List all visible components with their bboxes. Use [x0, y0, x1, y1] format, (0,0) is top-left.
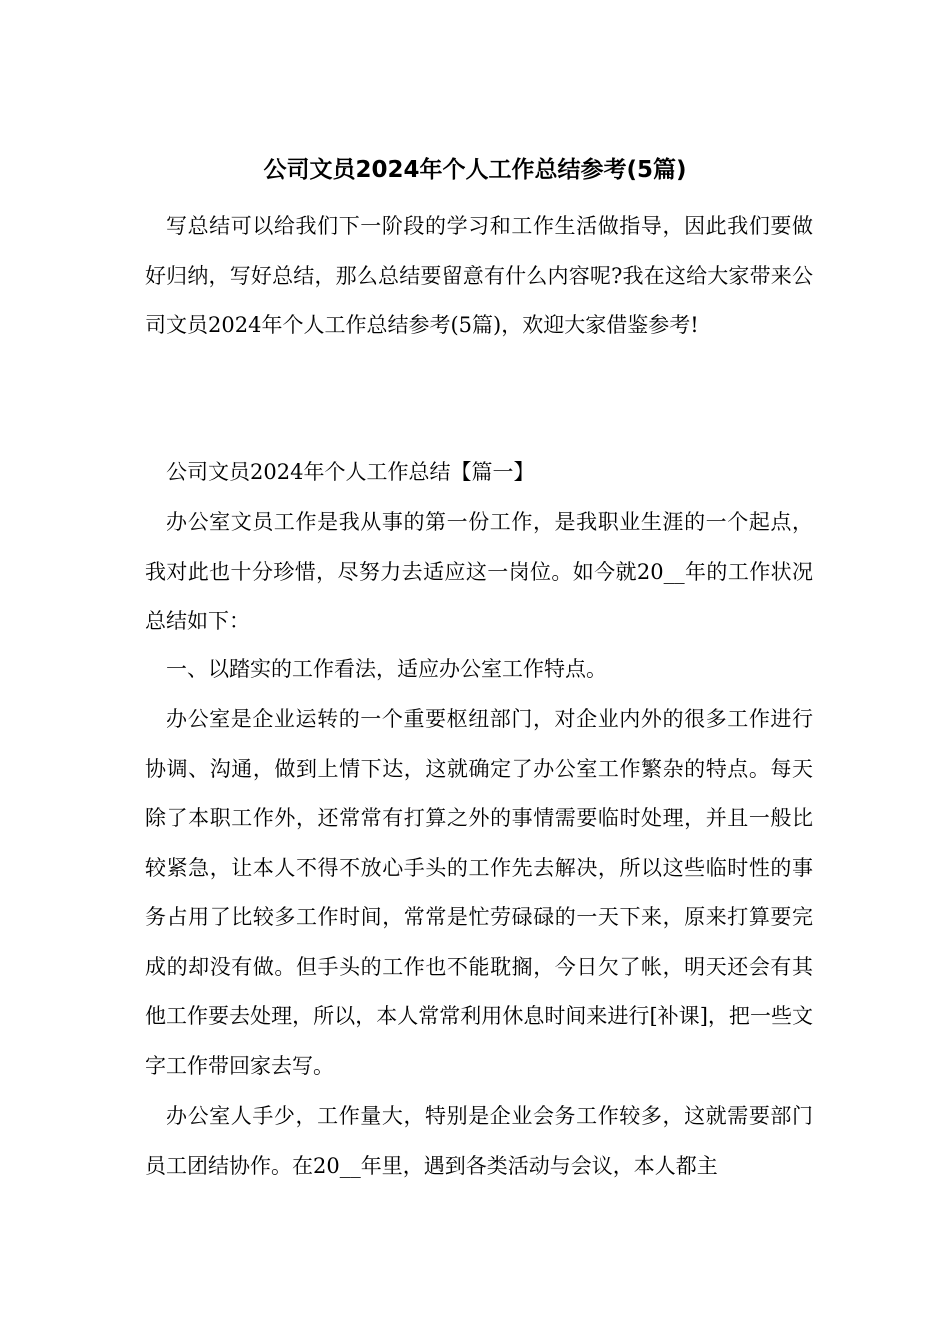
- subheading-1: 一、以踏实的工作看法，适应办公室工作特点。: [166, 657, 607, 681]
- paragraph-3: 办公室人手少，工作量大，特别是企业会务工作较多，这就需要部门员工团结协作。在20__年里，遇到各类活动与会议，本人都主: [145, 1104, 813, 1178]
- paragraph-1: 办公室文员工作是我从事的第一份工作，是我职业生涯的一个起点，我对此也十分珍惜，尽努力去适应这一岗位。如今就20__年的工作状况总结如下：: [145, 510, 813, 633]
- intro-paragraph: 写总结可以给我们下一阶段的学习和工作生活做指导，因此我们要做好归纳，写好总结，那么总结要留意有什么内容呢?我在这给大家带来公司文员2024年个人工作总结参考(5篇)，欢迎大家借鉴参考!: [145, 214, 813, 337]
- paragraph-2: 办公室是企业运转的一个重要枢纽部门，对企业内外的很多工作进行协调、沟通，做到上情下达，这就确定了办公室工作繁杂的特点。每天除了本职工作外，还常常有打算之外的事情需要临时处理，并且一般比较紧急，让本人不得不放心手头的工作先去解决，所以这些临时性的事务占用了比较多工作时间，常常是忙劳碌碌的一天下来，原来打算要完成的却没有做。但手头的工作也不能耽搁，今日欠了帐，明天还会有其他工作要去处理，所以，本人常常利用休息时间来进行[补课]，把一些文字工作带回家去写。: [145, 707, 813, 1078]
- section-heading: 公司文员2024年个人工作总结【篇一】: [166, 460, 535, 484]
- document-title: 公司文员2024年个人工作总结参考(5篇): [263, 157, 687, 183]
